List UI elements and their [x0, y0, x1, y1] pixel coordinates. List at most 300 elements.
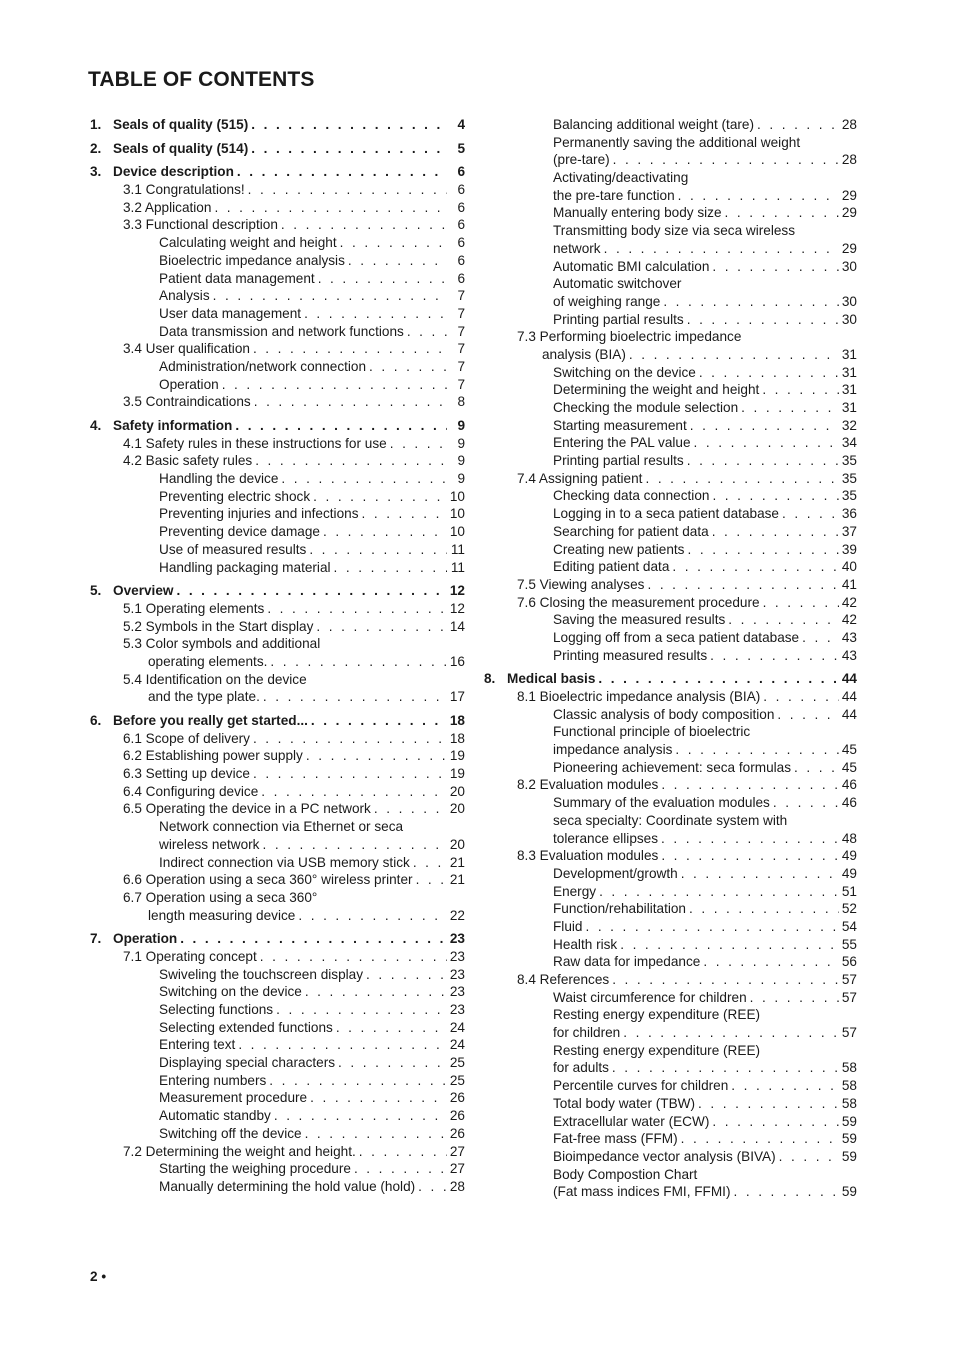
toc-page-number: 7	[457, 305, 465, 321]
toc-page-number: 59	[841, 1148, 857, 1164]
toc-entry	[90, 836, 465, 854]
toc-section-entry	[90, 140, 465, 158]
toc-entry-title: Printing partial results	[553, 311, 684, 327]
toc-entry-title: Seals of quality (515)	[113, 117, 249, 132]
toc-entry	[90, 907, 465, 925]
toc-page-number: 59	[841, 1113, 857, 1129]
toc-section-entry	[90, 417, 465, 435]
toc-page-number: 25	[449, 1055, 465, 1071]
toc-dot-leader	[582, 918, 839, 936]
toc-section-number: 8.	[484, 671, 496, 687]
toc-dot-leader	[234, 163, 447, 181]
toc-dot-leader	[235, 1036, 447, 1054]
toc-entry-title: wireless network	[159, 836, 260, 852]
toc-dot-leader	[595, 670, 839, 688]
toc-page-number: 32	[841, 417, 857, 433]
toc-entry	[484, 328, 857, 346]
toc-dot-leader	[333, 1019, 447, 1037]
toc-page-number: 16	[449, 653, 465, 669]
toc-entry-title: 6.3 Setting up device	[123, 766, 250, 782]
toc-entry	[90, 305, 465, 323]
toc-page-number: 36	[841, 506, 857, 522]
toc-entry	[90, 1125, 465, 1143]
toc-entry	[90, 765, 465, 783]
toc-entry	[484, 1024, 857, 1042]
toc-dot-leader	[359, 505, 448, 523]
toc-page-number: 6	[457, 252, 465, 268]
toc-dot-leader	[366, 358, 447, 376]
toc-entry-title: Functional principle of bioelectric	[553, 724, 751, 740]
toc-page-number: 41	[841, 576, 857, 592]
toc-page-number: 30	[841, 258, 857, 274]
toc-dot-leader	[672, 741, 839, 759]
toc-dot-leader	[617, 936, 839, 954]
toc-entry	[484, 1130, 857, 1148]
toc-dot-leader	[257, 948, 447, 966]
toc-dot-leader	[709, 1113, 839, 1131]
toc-entry-title: Switching on the device	[159, 984, 302, 1000]
toc-page-number: 54	[841, 918, 857, 934]
toc-dot-leader	[252, 452, 447, 470]
toc-dot-leader	[626, 346, 839, 364]
toc-entry	[90, 618, 465, 636]
toc-entry-title: Manually entering body size	[553, 205, 722, 221]
toc-entry-title: the pre-tare function	[553, 187, 675, 203]
toc-entry	[484, 1183, 857, 1201]
toc-entry-title: 5.2 Symbols in the Start display	[123, 618, 314, 634]
toc-entry	[484, 558, 857, 576]
toc-page-number: 35	[841, 453, 857, 469]
toc-entry-title: Preventing electric shock	[159, 488, 311, 504]
toc-dot-leader	[278, 470, 447, 488]
toc-entry	[484, 399, 857, 417]
toc-entry-title: 7.6 Closing the measurement procedure	[517, 594, 760, 610]
toc-entry-title: Fluid	[553, 918, 583, 934]
toc-entry	[90, 559, 465, 577]
toc-entry	[90, 181, 465, 199]
toc-entry-title: Transmitting body size via seca wireless	[553, 223, 796, 239]
toc-entry-title: 3.5 Contraindications	[123, 394, 251, 410]
toc-dot-leader	[696, 364, 839, 382]
toc-entry	[484, 505, 857, 523]
toc-entry	[484, 204, 857, 222]
toc-page-number: 12	[449, 583, 465, 599]
toc-dot-leader	[177, 930, 447, 948]
toc-dot-leader	[779, 505, 839, 523]
toc-dot-leader	[278, 216, 447, 234]
toc-entry-title: 8.2 Evaluation modules	[517, 777, 659, 793]
toc-entry-title: (Fat mass indices FMI, FFMI)	[553, 1184, 731, 1200]
toc-dot-leader	[759, 381, 839, 399]
toc-entry	[90, 1143, 465, 1161]
toc-entry	[90, 234, 465, 252]
toc-page-number: 18	[449, 713, 465, 728]
toc-dot-leader	[210, 287, 447, 305]
toc-page-number: 14	[449, 618, 465, 634]
toc-dot-leader	[747, 989, 839, 1007]
toc-page-number: 28	[841, 117, 857, 132]
toc-page-number: 34	[841, 435, 857, 451]
toc-entry-title: Pioneering achievement: seca formulas	[553, 759, 792, 775]
toc-dot-leader	[410, 854, 447, 872]
toc-section-entry	[90, 582, 465, 600]
toc-page-number: 49	[841, 865, 857, 881]
toc-dot-leader	[658, 847, 839, 865]
toc-entry-title: Calculating weight and height	[159, 235, 337, 251]
toc-page-number: 4	[457, 117, 465, 132]
toc-entry	[484, 865, 857, 883]
toc-page-number: 55	[841, 936, 857, 952]
toc-entry	[484, 134, 857, 152]
toc-entry-title: 8.4 References	[517, 972, 610, 987]
toc-page-number: 9	[457, 471, 465, 487]
toc-page-number: 52	[841, 901, 857, 917]
toc-page-number: 28	[449, 1178, 465, 1194]
toc-dot-leader	[211, 199, 447, 217]
toc-entry	[90, 783, 465, 801]
toc-entry-title: Measurement procedure	[159, 1090, 308, 1106]
toc-entry-title: for children	[553, 1025, 621, 1041]
toc-dot-leader	[709, 523, 839, 541]
toc-page-number: 7	[457, 323, 465, 339]
toc-entry	[90, 983, 465, 1001]
toc-dot-leader	[707, 647, 839, 665]
toc-entry	[90, 966, 465, 984]
toc-dot-leader	[754, 116, 839, 134]
toc-entry	[484, 364, 857, 382]
toc-entry	[484, 918, 857, 936]
toc-dot-leader	[642, 470, 839, 488]
toc-entry	[484, 275, 857, 293]
toc-entry-title: 6.1 Scope of delivery	[123, 730, 250, 746]
toc-entry	[484, 1059, 857, 1077]
toc-entry-title: Starting measurement	[553, 417, 687, 433]
toc-dot-leader	[709, 258, 839, 276]
toc-page-number: 45	[841, 759, 857, 775]
toc-dot-leader	[658, 776, 839, 794]
toc-dot-leader	[250, 730, 447, 748]
toc-entry-title: Bioimpedance vector analysis (BIVA)	[553, 1148, 776, 1164]
toc-dot-leader	[320, 523, 447, 541]
toc-entry	[484, 611, 857, 629]
toc-entry-title: Swiveling the touchscreen display	[159, 966, 364, 982]
toc-entry-title: 6.6 Operation using a seca 360° wireless printer	[123, 872, 413, 888]
toc-entry	[484, 759, 857, 777]
toc-dot-leader	[770, 794, 839, 812]
toc-entry	[484, 1077, 857, 1095]
toc-page-number: 42	[841, 594, 857, 610]
toc-entry	[484, 523, 857, 541]
toc-entry	[484, 1148, 857, 1166]
toc-dot-leader	[250, 340, 447, 358]
toc-page-number: 57	[841, 989, 857, 1005]
toc-page-number: 44	[841, 689, 857, 704]
toc-page-number: 28	[841, 152, 857, 168]
toc-dot-leader	[258, 783, 447, 801]
toc-entry	[484, 647, 857, 665]
toc-entry-title: seca specialty: Coordinate system with	[553, 812, 788, 828]
toc-dot-leader	[660, 293, 839, 311]
toc-entry-title: length measuring device	[148, 907, 296, 923]
toc-entry	[90, 488, 465, 506]
toc-page-number: 6	[457, 270, 465, 286]
toc-entry-title: Automatic BMI calculation	[553, 258, 710, 274]
toc-entry-title: Raw data for impedance	[553, 954, 701, 970]
toc-dot-leader	[596, 883, 839, 901]
toc-entry	[484, 434, 857, 452]
toc-page-number: 23	[449, 1002, 465, 1017]
toc-dot-leader	[709, 487, 839, 505]
toc-page-number: 8	[457, 394, 465, 410]
toc-entry	[484, 381, 857, 399]
toc-dot-leader	[250, 765, 447, 783]
toc-entry-title: 3.4 User qualification	[123, 341, 250, 357]
toc-entry-title: Percentile curves for children	[553, 1078, 729, 1094]
toc-entry	[90, 1036, 465, 1054]
toc-entry-title: Switching on the device	[553, 364, 696, 380]
toc-dot-leader	[415, 1178, 447, 1196]
toc-page-number: 5	[457, 140, 465, 156]
toc-entry-title: Handling the device	[159, 471, 279, 487]
toc-entry-title: Health risk	[553, 936, 618, 952]
toc-entry-title: Logging off from a seca patient database	[553, 629, 800, 645]
toc-page-number: 29	[841, 187, 857, 203]
toc-entry-title: 8.3 Evaluation modules	[517, 848, 659, 864]
toc-dot-leader	[691, 434, 839, 452]
toc-page-number: 45	[841, 742, 857, 758]
toc-section-number: 3.	[90, 164, 102, 180]
toc-page-number: 35	[841, 470, 857, 486]
toc-entry-title: analysis (BIA)	[542, 346, 626, 362]
toc-dot-leader	[610, 151, 839, 169]
toc-page-number: 23	[449, 984, 465, 1000]
toc-entry	[90, 948, 465, 966]
toc-page-number: 10	[449, 506, 465, 522]
toc-dot-leader	[232, 417, 447, 435]
toc-dot-leader	[335, 1054, 447, 1072]
toc-page-number: 35	[841, 488, 857, 504]
toc-entry-title: Entering text	[159, 1037, 236, 1053]
toc-entry	[484, 487, 857, 505]
toc-entry-title: Waist circumference for children	[553, 989, 747, 1005]
toc-page-number: 10	[449, 488, 465, 504]
toc-entry	[484, 311, 857, 329]
toc-page-number: 51	[841, 883, 857, 899]
toc-entry	[484, 452, 857, 470]
toc-entry	[484, 187, 857, 205]
toc-dot-leader	[684, 452, 839, 470]
toc-entry-title: Overview	[113, 583, 174, 599]
toc-entry-title: Extracellular water (ECW)	[553, 1113, 710, 1129]
toc-entry-title: (pre-tare)	[553, 152, 610, 168]
toc-page-number: 44	[841, 671, 857, 687]
toc-entry	[484, 936, 857, 954]
toc-entry	[484, 688, 857, 706]
toc-entry	[484, 594, 857, 612]
toc-entry-title: impedance analysis	[553, 742, 673, 758]
toc-entry	[484, 240, 857, 258]
toc-dot-leader	[310, 488, 447, 506]
toc-page-number: 20	[449, 801, 465, 817]
toc-page-number: 49	[841, 848, 857, 864]
toc-dot-leader	[351, 1160, 447, 1178]
toc-dot-leader	[337, 234, 447, 252]
toc-entry-title: Use of measured results	[159, 541, 307, 557]
toc-entry-title: tolerance ellipses	[553, 830, 659, 846]
toc-dot-leader	[248, 140, 447, 158]
toc-dot-leader	[251, 393, 447, 411]
toc-dot-leader	[315, 270, 447, 288]
toc-entry	[90, 393, 465, 411]
toc-entry	[90, 1019, 465, 1037]
toc-page-number: 7	[457, 288, 465, 304]
toc-page-number: 26	[449, 1090, 465, 1106]
toc-page-number: 31	[841, 346, 857, 362]
toc-page-number: 10	[449, 524, 465, 540]
toc-entry	[90, 199, 465, 217]
toc-entry	[90, 252, 465, 270]
toc-section-number: 5.	[90, 583, 102, 599]
toc-entry-title: 6.4 Configuring device	[123, 783, 259, 799]
toc-entry	[484, 812, 857, 830]
toc-dot-leader	[700, 953, 839, 971]
toc-dot-leader	[308, 712, 447, 730]
toc-section-number: 1.	[90, 117, 102, 132]
toc-entry-title: Bioelectric impedance analysis	[159, 252, 345, 268]
toc-entry	[484, 883, 857, 901]
toc-entry	[90, 323, 465, 341]
toc-entry-title: Checking data connection	[553, 488, 710, 504]
toc-entry-title: Function/rehabilitation	[553, 901, 686, 917]
toc-page-number: 22	[449, 907, 465, 923]
toc-entry	[90, 216, 465, 234]
toc-entry-title: Total body water (TBW)	[553, 1095, 696, 1111]
toc-dot-leader	[791, 759, 839, 777]
toc-entry-title: 5.3 Color symbols and additional	[123, 636, 321, 652]
toc-entry-title: Resting energy expenditure (REE)	[553, 1042, 761, 1058]
toc-entry	[90, 452, 465, 470]
toc-entry-title: 5.1 Operating elements	[123, 600, 265, 616]
toc-page-number: 6	[457, 235, 465, 251]
toc-page-number: 6	[457, 164, 465, 180]
toc-entry-title: Indirect connection via USB memory stick	[159, 854, 410, 870]
toc-section-entry	[90, 712, 465, 730]
toc-dot-leader	[219, 376, 447, 394]
toc-dot-leader	[687, 417, 839, 435]
page-number: 2 •	[90, 1269, 107, 1284]
toc-page-number: 9	[457, 453, 465, 469]
toc-entry-title: Seals of quality (514)	[113, 140, 249, 156]
toc-page-number: 19	[449, 748, 465, 764]
toc-entry	[90, 541, 465, 559]
toc-dot-leader	[728, 1077, 839, 1095]
toc-entry-title: Entering numbers	[159, 1072, 267, 1088]
toc-entry-title: 7.5 Viewing analyses	[517, 576, 645, 592]
toc-entry-title: Operation	[113, 931, 178, 947]
toc-entry-title: Before you really get started...	[113, 713, 308, 728]
toc-entry	[484, 794, 857, 812]
toc-dot-leader	[363, 966, 447, 984]
toc-entry-title: operating elements.	[148, 653, 268, 669]
toc-page-number: 30	[841, 311, 857, 327]
toc-dot-leader	[245, 181, 447, 199]
toc-page-number: 46	[841, 795, 857, 811]
toc-entry	[484, 989, 857, 1007]
toc-page-number: 43	[841, 629, 857, 645]
toc-column-right	[484, 116, 857, 1201]
toc-entry-title: 3.2 Application	[123, 199, 212, 215]
toc-entry-title: 7.3 Performing bioelectric impedance	[517, 329, 742, 345]
toc-page-number: 58	[841, 1078, 857, 1094]
toc-page-number: 59	[841, 1184, 857, 1200]
toc-dot-leader	[404, 323, 447, 341]
toc-dot-leader	[271, 1107, 447, 1125]
toc-entry-title: Analysis	[159, 288, 210, 304]
toc-entry-title: and the type plate.	[148, 689, 260, 705]
toc-entry-title: 6.7 Operation using a seca 360°	[123, 889, 318, 905]
toc-entry	[90, 800, 465, 818]
toc-entry-title: Starting the weighing procedure	[159, 1161, 351, 1177]
toc-page-number: 6	[457, 199, 465, 215]
toc-dot-leader	[658, 830, 839, 848]
toc-entry	[484, 258, 857, 276]
toc-entry	[484, 222, 857, 240]
toc-entry	[90, 1072, 465, 1090]
toc-entry-title: Displaying special characters	[159, 1055, 336, 1071]
toc-entry-title: 8.1 Bioelectric impedance analysis (BIA)	[517, 689, 761, 704]
toc-dot-leader	[303, 747, 447, 765]
toc-entry-title: Preventing injuries and infections	[159, 506, 359, 522]
toc-page-number: 57	[841, 1025, 857, 1041]
toc-dot-leader	[302, 1125, 447, 1143]
toc-entry	[90, 470, 465, 488]
toc-entry	[484, 971, 857, 989]
toc-dot-leader	[345, 252, 447, 270]
toc-page-number: 58	[841, 1095, 857, 1111]
toc-entry	[484, 723, 857, 741]
toc-dot-leader	[302, 983, 447, 1001]
toc-dot-leader	[306, 541, 447, 559]
toc-section-entry	[90, 163, 465, 181]
toc-dot-leader	[267, 653, 447, 671]
toc-page-number: 11	[450, 541, 465, 557]
toc-entry	[484, 576, 857, 594]
toc-dot-leader	[686, 900, 839, 918]
toc-entry-title: Balancing additional weight (tare)	[553, 117, 755, 132]
toc-entry	[90, 854, 465, 872]
toc-page-number: 11	[450, 559, 465, 575]
toc-page-number: 44	[841, 706, 857, 722]
toc-page-number: 12	[449, 600, 465, 616]
toc-entry-title: 6.2 Establishing power supply	[123, 748, 303, 764]
toc-entry	[90, 688, 465, 706]
toc-entry-title: Automatic switchover	[553, 276, 682, 292]
toc-entry-title: Switching off the device	[159, 1125, 302, 1141]
toc-section-entry	[484, 670, 857, 688]
toc-entry	[90, 889, 465, 907]
toc-page-number: 20	[449, 783, 465, 799]
toc-entry-title: Determining the weight and height	[553, 382, 760, 398]
toc-dot-leader	[259, 836, 447, 854]
toc-entry	[484, 541, 857, 559]
toc-entry	[484, 470, 857, 488]
toc-page-number: 27	[449, 1143, 465, 1159]
toc-page-number: 42	[841, 612, 857, 628]
toc-page-number: 7	[457, 341, 465, 357]
toc-page-number: 7	[457, 376, 465, 392]
toc-page-number: 31	[841, 382, 857, 398]
toc-entry	[484, 830, 857, 848]
